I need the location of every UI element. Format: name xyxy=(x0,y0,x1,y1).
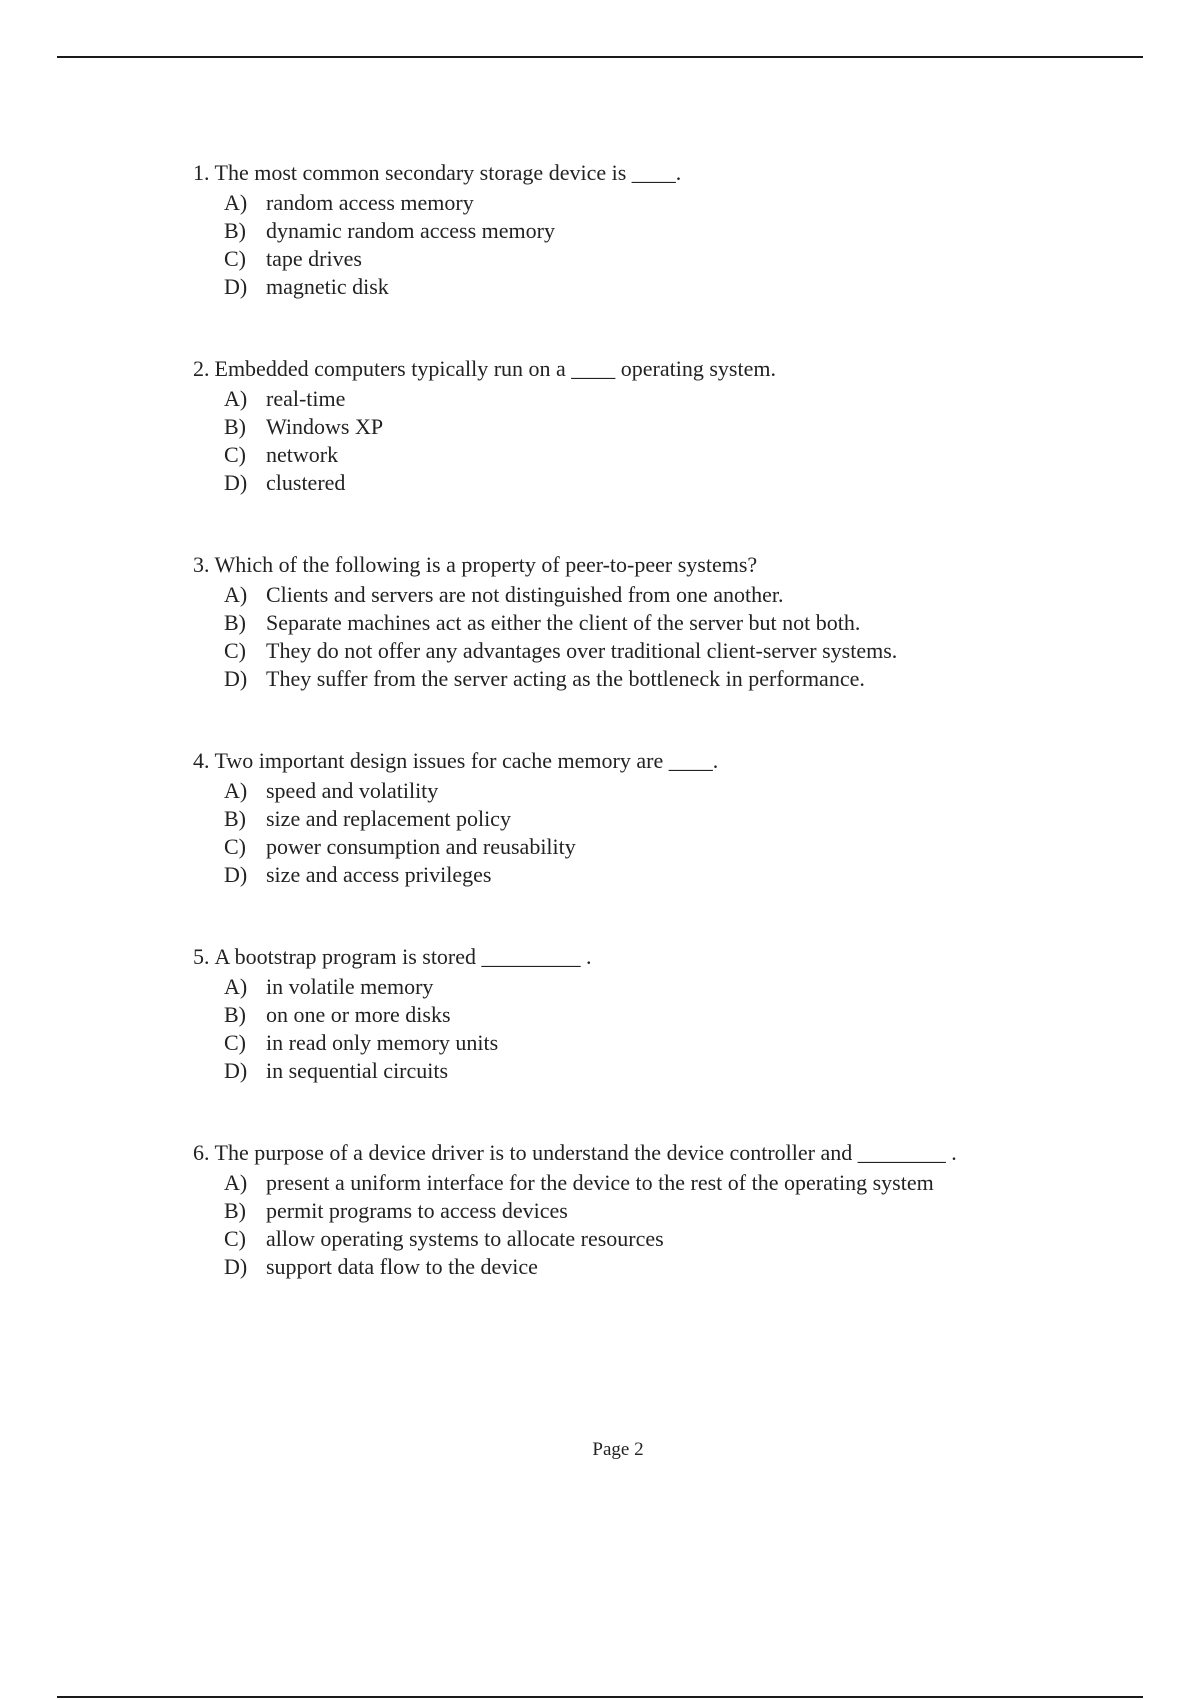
question-number: 1. xyxy=(193,160,210,185)
question-number: 4. xyxy=(193,748,210,773)
option-text: in read only memory units xyxy=(266,1030,499,1055)
option-list xyxy=(193,777,1093,889)
question-text: Two important design issues for cache memory are ____. xyxy=(214,748,719,773)
question-6 xyxy=(193,1137,1093,1333)
option-text: allow operating systems to allocate resources xyxy=(266,1226,664,1251)
option-letter: B) xyxy=(224,806,246,831)
option-text: present a uniform interface for the device to the rest of the operating system xyxy=(266,1170,934,1195)
option-text: Windows XP xyxy=(266,414,384,439)
option-letter: A) xyxy=(224,1170,248,1195)
question-text: A bootstrap program is stored _________ . xyxy=(214,944,592,969)
option-text: Clients and servers are not distinguished from one another. xyxy=(266,582,784,607)
question-text: The purpose of a device driver is to understand the device controller and ________ . xyxy=(214,1140,957,1165)
option-letter: D) xyxy=(224,1058,248,1083)
option-letter: A) xyxy=(224,778,248,803)
option-c xyxy=(224,1029,1093,1057)
question-stem xyxy=(193,745,1093,777)
option-letter: A) xyxy=(224,190,248,215)
option-d xyxy=(224,273,1093,301)
option-letter: B) xyxy=(224,1002,246,1027)
option-text: size and replacement policy xyxy=(266,806,511,831)
option-text: magnetic disk xyxy=(266,274,389,299)
option-text: permit programs to access devices xyxy=(266,1198,568,1223)
question-number: 5. xyxy=(193,944,210,969)
option-b xyxy=(224,413,1093,441)
option-d xyxy=(224,1253,1093,1281)
option-c xyxy=(224,441,1093,469)
option-letter: A) xyxy=(224,974,248,999)
question-number: 6. xyxy=(193,1140,210,1165)
question-list xyxy=(193,157,1093,1333)
option-letter: C) xyxy=(224,834,246,859)
question-stem xyxy=(193,1137,1093,1169)
option-d xyxy=(224,861,1093,889)
question-2 xyxy=(193,353,1093,549)
option-a xyxy=(224,777,1093,805)
option-letter: C) xyxy=(224,1030,246,1055)
option-letter: D) xyxy=(224,274,248,299)
question-4 xyxy=(193,745,1093,941)
option-list xyxy=(193,189,1093,301)
option-text: network xyxy=(266,442,339,467)
option-letter: B) xyxy=(224,610,246,635)
option-a xyxy=(224,581,1093,609)
question-text: Embedded computers typically run on a ____ operating system. xyxy=(214,356,776,381)
option-text: real-time xyxy=(266,386,346,411)
header-rule xyxy=(57,56,1143,58)
option-b xyxy=(224,1001,1093,1029)
option-text: They do not offer any advantages over traditional client-server systems. xyxy=(266,638,898,663)
option-c xyxy=(224,1225,1093,1253)
option-list xyxy=(193,581,1093,693)
option-a xyxy=(224,1169,1093,1197)
question-5 xyxy=(193,941,1093,1137)
option-text: tape drives xyxy=(266,246,362,271)
option-text: random access memory xyxy=(266,190,474,215)
option-letter: A) xyxy=(224,582,248,607)
option-d xyxy=(224,665,1093,693)
question-stem xyxy=(193,157,1093,189)
question-1 xyxy=(193,157,1093,353)
page-number: Page 2 xyxy=(592,1439,644,1460)
option-letter: C) xyxy=(224,638,246,663)
option-letter: C) xyxy=(224,442,246,467)
option-list xyxy=(193,973,1093,1085)
option-text: clustered xyxy=(266,470,346,495)
option-letter: D) xyxy=(224,862,248,887)
option-letter: D) xyxy=(224,1254,248,1279)
question-number: 2. xyxy=(193,356,210,381)
option-text: in volatile memory xyxy=(266,974,434,999)
option-b xyxy=(224,1197,1093,1225)
option-a xyxy=(224,189,1093,217)
option-text: in sequential circuits xyxy=(266,1058,449,1083)
option-list xyxy=(193,1169,1093,1281)
option-text: power consumption and reusability xyxy=(266,834,576,859)
option-a xyxy=(224,385,1093,413)
question-stem xyxy=(193,353,1093,385)
option-list xyxy=(193,385,1093,497)
question-text: The most common secondary storage device is ____. xyxy=(214,160,682,185)
option-letter: D) xyxy=(224,470,248,495)
option-d xyxy=(224,469,1093,497)
option-d xyxy=(224,1057,1093,1085)
option-text: on one or more disks xyxy=(266,1002,451,1027)
option-letter: A) xyxy=(224,386,248,411)
question-3 xyxy=(193,549,1093,745)
option-letter: C) xyxy=(224,1226,246,1251)
option-letter: B) xyxy=(224,414,246,439)
question-text: Which of the following is a property of peer-to-peer systems? xyxy=(214,552,758,577)
option-letter: B) xyxy=(224,218,246,243)
option-letter: C) xyxy=(224,246,246,271)
option-c xyxy=(224,637,1093,665)
option-text: They suffer from the server acting as the bottleneck in performance. xyxy=(266,666,865,691)
option-text: speed and volatility xyxy=(266,778,439,803)
option-c xyxy=(224,833,1093,861)
option-b xyxy=(224,805,1093,833)
option-c xyxy=(224,245,1093,273)
option-letter: D) xyxy=(224,666,248,691)
option-text: Separate machines act as either the client of the server but not both. xyxy=(266,610,861,635)
option-text: dynamic random access memory xyxy=(266,218,555,243)
footer-rule xyxy=(57,1696,1143,1698)
option-b xyxy=(224,217,1093,245)
question-number: 3. xyxy=(193,552,210,577)
option-letter: B) xyxy=(224,1198,246,1223)
option-text: support data flow to the device xyxy=(266,1254,538,1279)
question-stem xyxy=(193,549,1093,581)
option-a xyxy=(224,973,1093,1001)
option-text: size and access privileges xyxy=(266,862,492,887)
option-b xyxy=(224,609,1093,637)
question-stem xyxy=(193,941,1093,973)
